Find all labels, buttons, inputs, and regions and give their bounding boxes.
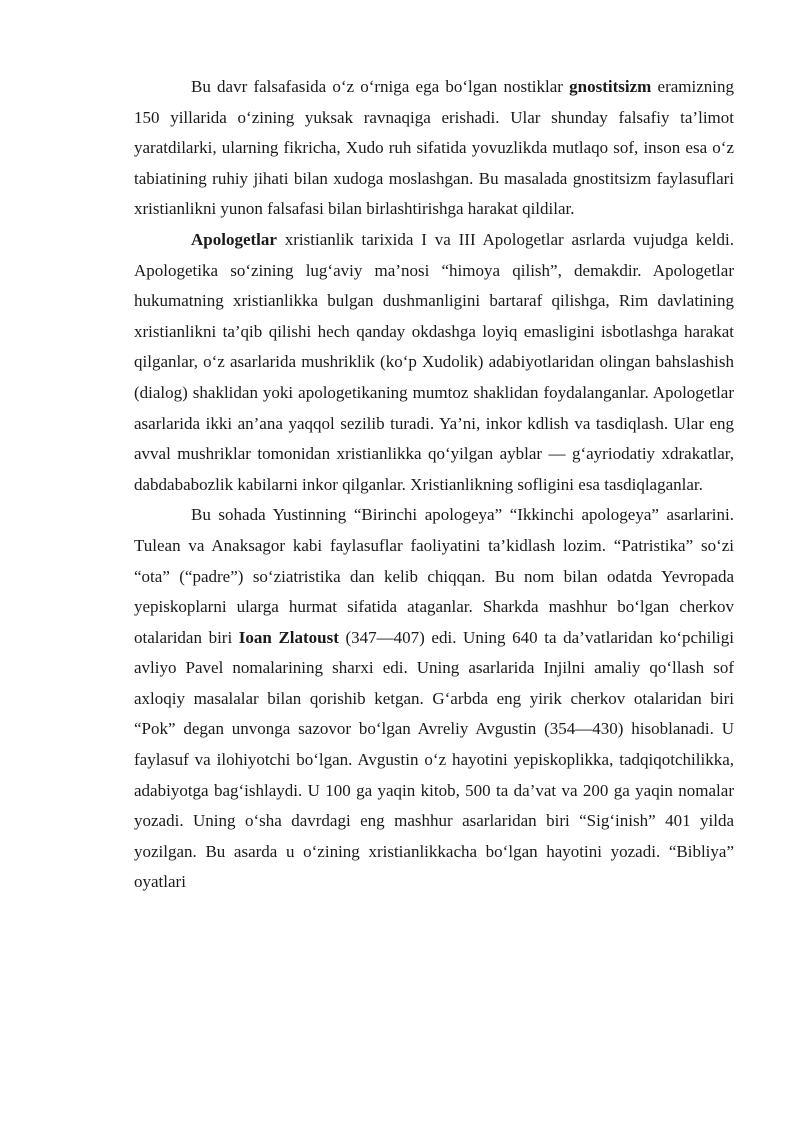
- paragraph-patristika: [134, 500, 734, 898]
- paragraph-1-text: Bu davr falsafasida o‘z o‘rniga ega bo‘lgan nostiklar: [191, 77, 570, 96]
- paragraph-apologetlar: [134, 225, 734, 500]
- term-apologetlar: Apologetlar: [191, 229, 277, 249]
- paragraph-3-text-cont: (347—407) edi. Uning 640 ta da’vatlaridan ko‘pchiligi avliyo Pavel nomalarining sharxi edi. Uning asarlarida Injilni amaliy qo‘llash sof axloqiy masalalar bilan qorishib ketgan. G‘arbda eng yirik cherkov otalaridan biri “Pok” degan unvonga sazovor bo‘lgan Avreliy Avgustin (354—430) hisoblanadi. U faylasuf va ilohiyotchi bo‘lgan. Avgustin o‘z hayotini yepiskoplikka, tadqiqotchilikka, adabiyotga bag‘ishlaydi. U 100 ga yaqin kitob, 500 ta da’vat va 200 ga yaqin nomalar yozadi. Uning o‘sha davrdagi eng mashhur asarlaridan biri “Sig‘inish” 401 yilda yozilgan. Bu asarda u o‘zining xristianlikkacha bo‘lgan hayotini yozadi. “Bibliya” oyatlari: [134, 627, 734, 892]
- paragraph-1-text-cont: eramizning 150 yillarida o‘zining yuksak ravnaqiga erishadi. Ular shunday falsafiy ta’limot yaratdilarki, ularning fikricha, Xudo ruh sifatida yovuzlikda mutlaqo sof, inson esa o‘z tabiatining ruhiy jihati bilan xudoga moslashgan. Bu masalada gnostitsizm faylasuflari xristianlikni yunon falsafasi bilan birlashtirishga harakat qildilar.: [134, 77, 734, 219]
- paragraph-gnostitsizm: [134, 72, 734, 225]
- paragraph-3-text: Bu sohada Yustinning “Birinchi apologeya” “Ikkinchi apologeya” asarlarini. Tulean va Anaksagor kabi faylasuflar faoliyatini ta’kidlash lozim. “Patristika” so‘zi “ota” (“padre”) so‘ziatristika dan kelib chiqqan. Bu nom bilan odatda Yevropada yepiskoplarni ularga hurmat sifatida ataganlar. Sharkda mashhur bo‘lgan cherkov otalaridan biri: [134, 505, 734, 647]
- paragraph-2-text: xristianlik tarixida I va III Apologetlar asrlarda vujudga keldi. Apologetika so‘zining lug‘aviy ma’nosi “himoya qilish”, demakdir. Apologetlar hukumatning xristianlikka bulgan dushmanligini bartaraf qilishga, Rim davlatining xristianlikni ta’qib qilishi hech qanday okdashga loyiq emasligini isbotlashga harakat qilganlar, o‘z asarlarida mushriklik (ko‘p Xudolik) adabiyotlaridan olingan bahslashish (dialog) shaklidan yoki apologetikaning mumtoz shaklidan foydalanganlar. Apologetlar asarlarida ikki an’ana yaqqol sezilib turadi. Ya’ni, inkor kdlish va tasdiqlash. Ular eng avval mushriklar tomonidan xristianlikka qo‘yilgan ayblar — g‘ayriodatiy xdrakatlar, dabdababozlik kabilarni inkor qilganlar. Xristianlikning sofligini esa tasdiqlaganlar.: [134, 229, 734, 494]
- document-page: [134, 72, 734, 898]
- name-ioan-zlatoust: Ioan Zlatoust: [238, 627, 339, 647]
- term-gnostitsizm: gnostitsizm: [569, 77, 652, 96]
